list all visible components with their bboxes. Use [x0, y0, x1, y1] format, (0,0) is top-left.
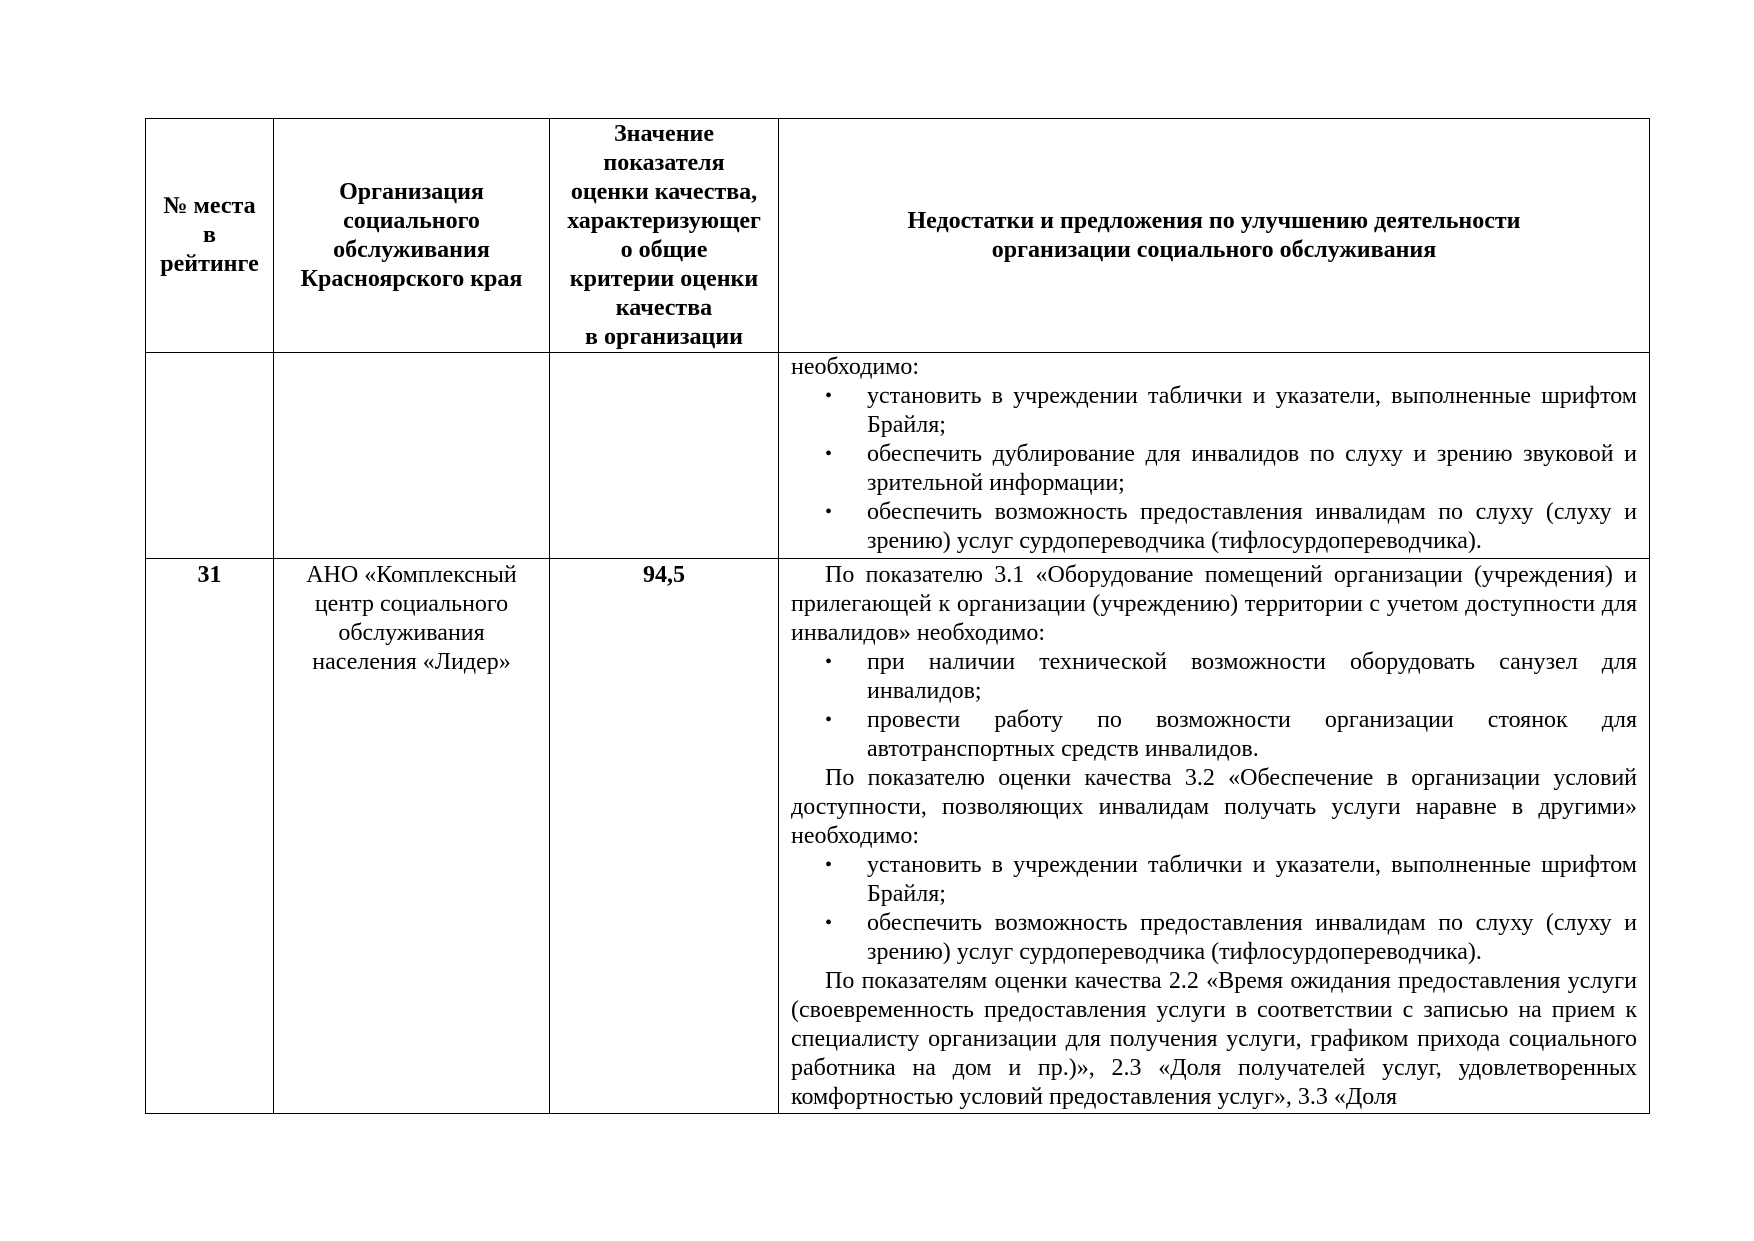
bullet-icon: • — [825, 501, 833, 523]
list-item: • установить в учреждении таблички и указатели, выполненные шрифтом Брайля; — [825, 383, 1637, 438]
bullet-icon: • — [825, 385, 833, 407]
bullet-icon: • — [825, 443, 833, 465]
cell-place-empty — [146, 353, 274, 559]
rating-table — [145, 118, 1650, 1114]
continuation-lead: необходимо: — [791, 354, 920, 380]
bullet-icon: • — [825, 912, 833, 934]
cell-place: 31 — [146, 559, 274, 1114]
list-item: • установить в учреждении таблички и указатели, выполненные шрифтом Брайля; — [825, 852, 1637, 907]
header-place: № места в рейтинге — [146, 119, 274, 353]
list-item: • обеспечить возможность предоставления инвалидам по слуху (слуху и зрению) услуг сурдопереводчика (тифлосурдопереводчика). — [825, 910, 1637, 965]
bullet-icon: • — [825, 651, 833, 673]
table-row-31 — [146, 559, 1650, 1114]
cell-shortcomings — [779, 559, 1650, 1114]
bullet-list-3-1 — [791, 648, 1637, 764]
paragraph-indicator-3-1: По показателю 3.1 «Оборудование помещений организации (учреждения) и прилегающей к организации (учреждению) территории с учетом доступности для инвалидов» необходимо: — [791, 562, 1637, 646]
header-organization: Организация социального обслуживания Красноярского края — [274, 119, 550, 353]
bullet-icon: • — [825, 709, 833, 731]
header-shortcomings: Недостатки и предложения по улучшению деятельности организации социального обслуживания — [779, 119, 1650, 353]
cell-organization: АНО «Комплексный центр социального обслуживания населения «Лидер» — [274, 559, 550, 1114]
list-item: • обеспечить дублирование для инвалидов по слуху и зрению звуковой и зрительной информации; — [825, 441, 1637, 496]
cell-value-empty — [550, 353, 779, 559]
bullet-icon: • — [825, 854, 833, 876]
header-value: Значение показателя оценки качества, характеризующег о общие критерии оценки качества в организации — [550, 119, 779, 353]
list-item: • провести работу по возможности организации стоянок для автотранспортных средств инвалидов. — [825, 707, 1637, 762]
cell-value: 94,5 — [550, 559, 779, 1114]
list-item: • при наличии технической возможности оборудовать санузел для инвалидов; — [825, 649, 1637, 704]
continuation-bullet-list — [791, 382, 1637, 556]
shortcomings-text — [791, 561, 1637, 1113]
table-header-row — [146, 119, 1650, 353]
paragraph-indicators-2-2-2-3-3-3: По показателям оценки качества 2.2 «Время ожидания предоставления услуги (своевременность предоставления услуги в соответствии с записью на прием к специалисту организации для получения услуги, графиком прихода социального работника на дом и пр.)», 2.3 «Доля получателей услуг, удовлетворенных комфортностью условий предоставления услуг», 3.3 «Доля — [791, 968, 1637, 1110]
list-item: • обеспечить возможность предоставления инвалидам по слуху (слуху и зрению) услуг сурдопереводчика (тифлосурдопереводчика). — [825, 499, 1637, 554]
bullet-list-3-2 — [791, 851, 1637, 967]
cell-shortcomings-continuation — [779, 353, 1650, 559]
paragraph-indicator-3-2: По показателю оценки качества 3.2 «Обеспечение в организации условий доступности, позволяющих инвалидам получать услуги наравне в другими» необходимо: — [791, 765, 1637, 849]
cell-organization-empty — [274, 353, 550, 559]
table-row-continuation — [146, 353, 1650, 559]
